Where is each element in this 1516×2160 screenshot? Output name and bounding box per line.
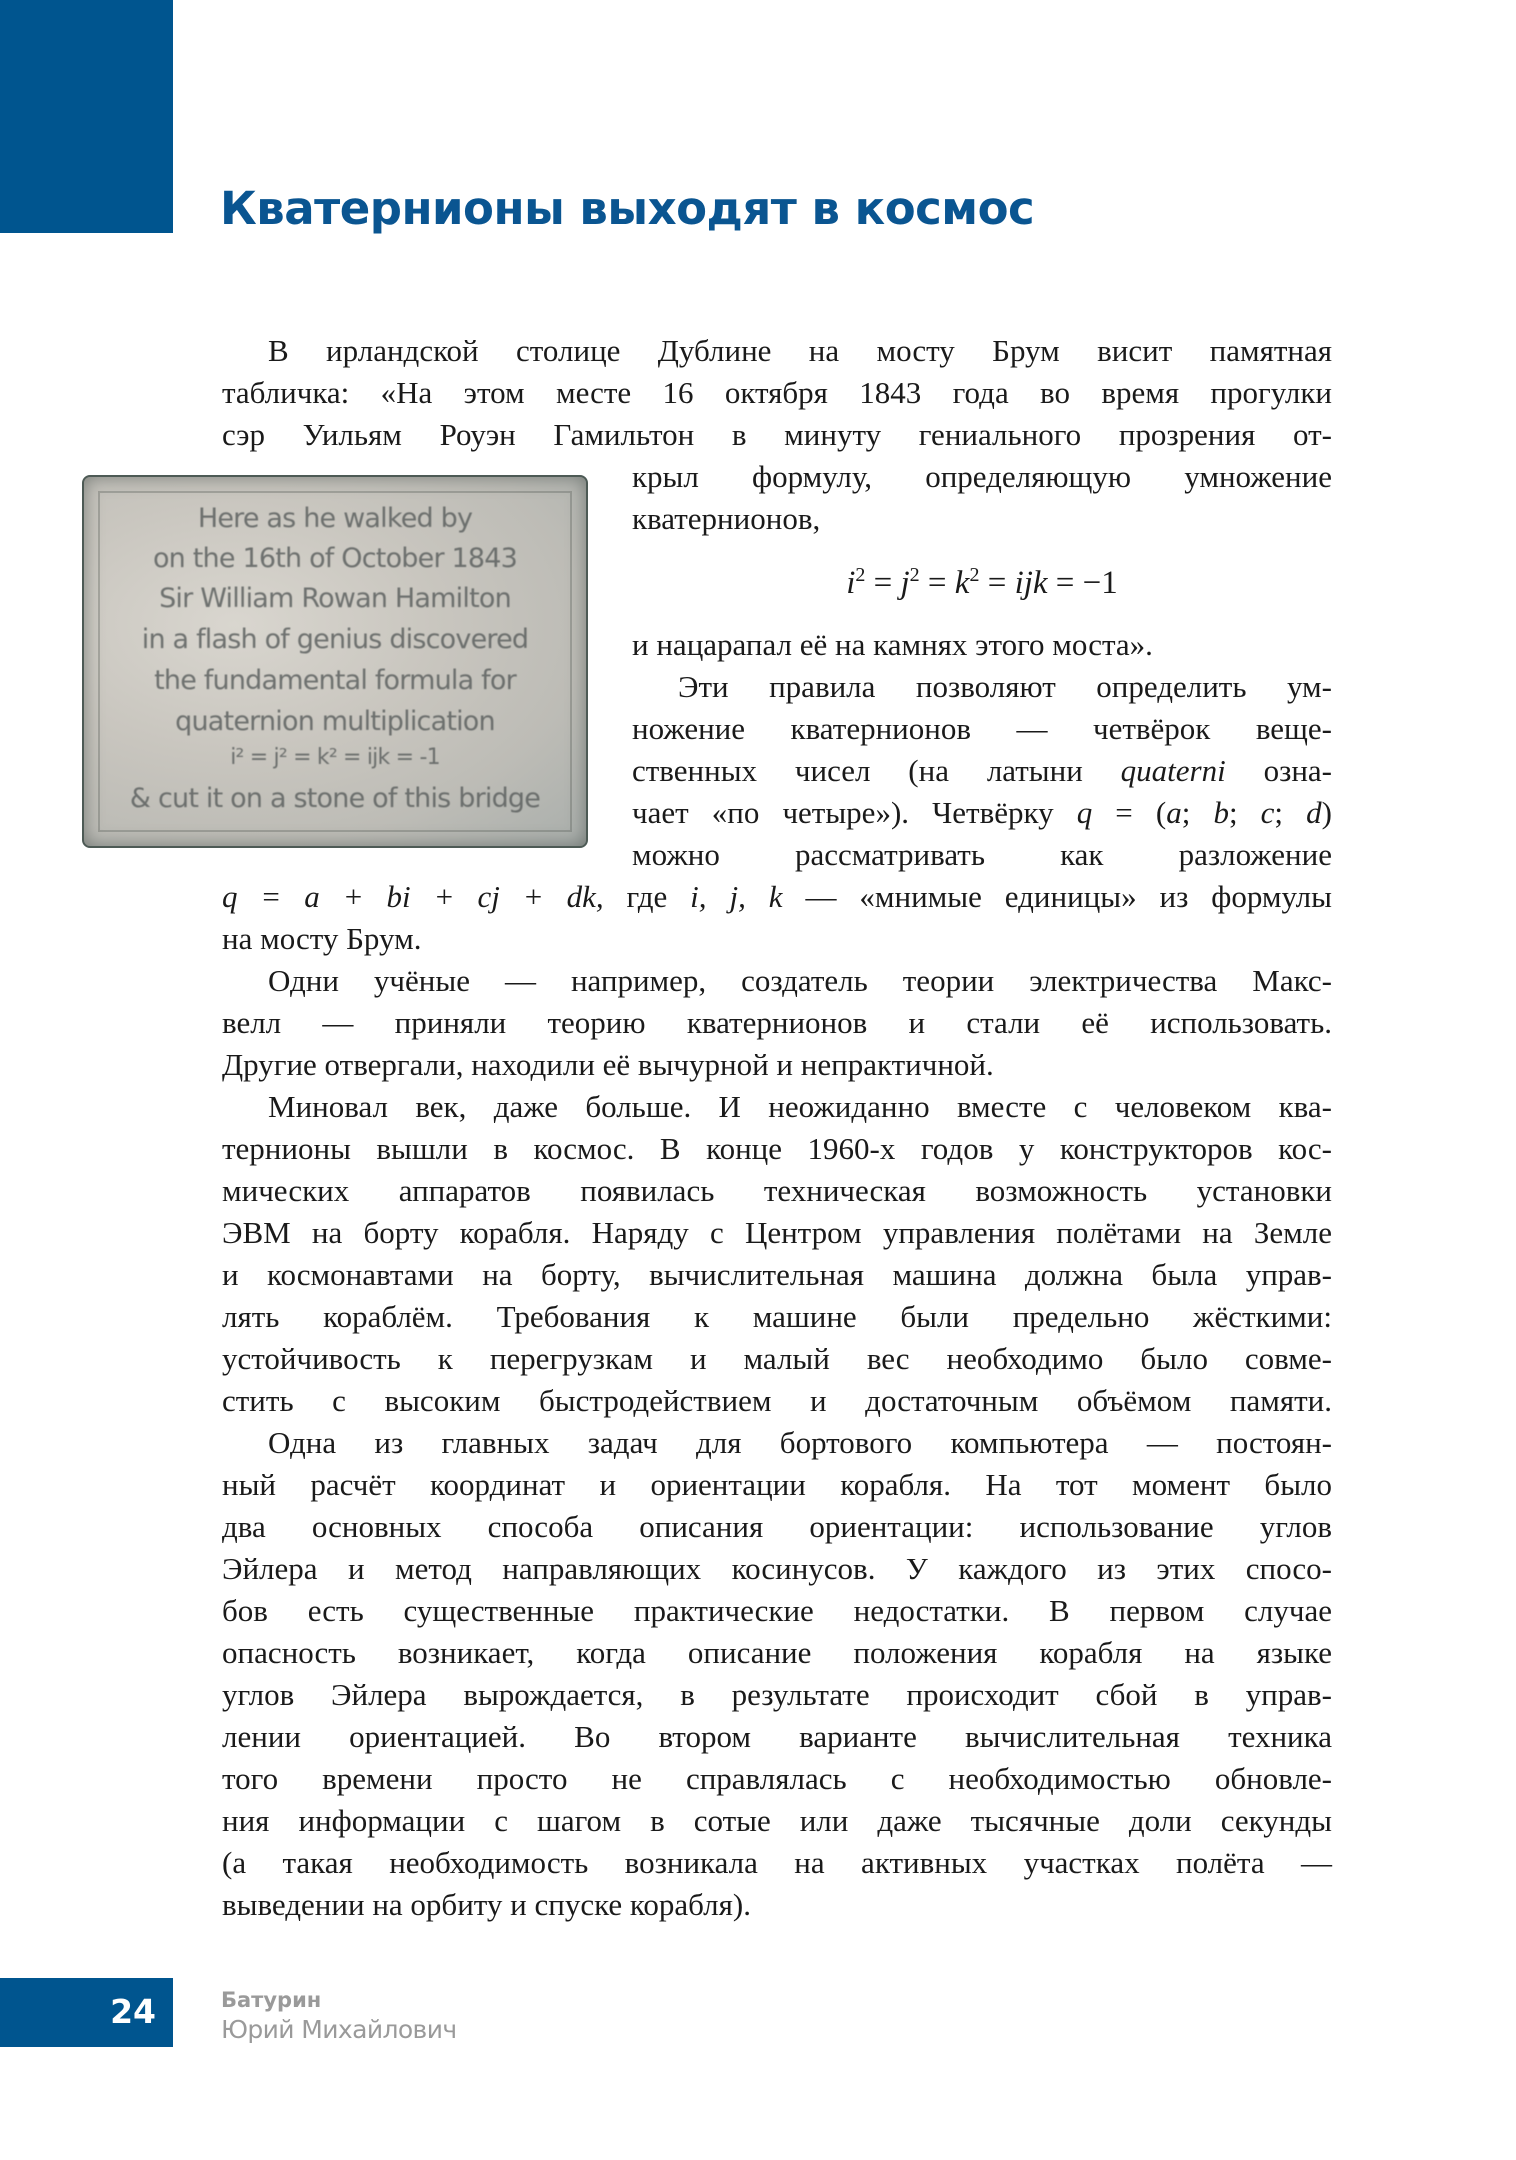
text-line: Другие отвергали, находили её вычурной и непрактичной. bbox=[222, 1047, 994, 1082]
text-line: того времени просто не справлялась с необходимостью обновле- bbox=[222, 1761, 1332, 1796]
plaque-line: & cut it on a stone of this bridge bbox=[129, 783, 541, 814]
text-line: табличка: «На этом месте 16 октября 1843 года во время прогулки bbox=[222, 375, 1332, 410]
text-line: ния информации с шагом в сотые или даже тысячные доли секунды bbox=[222, 1803, 1332, 1838]
plaque-line: Sir William Rowan Hamilton bbox=[159, 583, 511, 614]
formula-eq: = bbox=[865, 565, 901, 601]
formula-rhs: −1 bbox=[1082, 565, 1118, 601]
math-var: a bbox=[1166, 795, 1182, 830]
text-line: выведении на орбиту и спуске корабля). bbox=[222, 1887, 751, 1922]
page-number: 24 bbox=[110, 1992, 156, 2031]
hamilton-plaque-photo bbox=[82, 475, 588, 848]
text-run: ственных чисел (на латыни bbox=[632, 753, 1121, 788]
formula-exp: 2 bbox=[969, 564, 980, 586]
formula-eq: = bbox=[979, 565, 1015, 601]
math-var: b bbox=[1213, 795, 1229, 830]
text-line: на мосту Брум. bbox=[222, 921, 422, 956]
formula-k: k bbox=[954, 565, 970, 601]
author-first-names: Юрий Михайлович bbox=[221, 2015, 457, 2044]
text-line: Эти правила позволяют определить ум- bbox=[678, 669, 1332, 704]
text-line: лять кораблём. Требования к машине были предельно жёсткими: bbox=[222, 1299, 1332, 1334]
text-line: Эйлера и метод направляющих косинусов. У каждого из этих спосо- bbox=[222, 1551, 1332, 1586]
quaternion-formula bbox=[632, 562, 1332, 604]
math-var: q bbox=[1076, 795, 1093, 830]
formula-j: j bbox=[900, 565, 910, 601]
plaque-line: in a flash of genius discovered bbox=[141, 624, 529, 655]
page-number-box bbox=[0, 1978, 173, 2047]
text-line: В ирландской столице Дублине на мосту Брум висит памятная bbox=[268, 333, 1332, 368]
text-run: ; bbox=[1228, 795, 1261, 830]
text-run: ; bbox=[1274, 795, 1307, 830]
text-line: мических аппаратов появилась техническая возможность установки bbox=[222, 1173, 1332, 1208]
latin-term: quaterni bbox=[1120, 753, 1226, 788]
plaque-line: quaternion multiplication bbox=[175, 706, 495, 737]
math-expression: q = a + bi + cj + dk, bbox=[222, 879, 604, 914]
plaque-line: the fundamental formula for bbox=[154, 665, 516, 696]
text-line: крыл формулу, определяющую умножение bbox=[632, 459, 1332, 494]
page-title: Кватернионы выходят в космос bbox=[220, 182, 1035, 235]
text-line: устойчивость к перегрузкам и малый вес необходимо было совме- bbox=[222, 1341, 1332, 1376]
text-run: ) bbox=[1321, 795, 1332, 830]
formula-exp: 2 bbox=[855, 564, 866, 586]
plaque-line: on the 16th of October 1843 bbox=[152, 543, 518, 574]
text-run: где bbox=[603, 879, 691, 914]
text-line: два основных способа описания ориентации: использование углов bbox=[222, 1509, 1332, 1544]
text-line: Одна из главных задач для бортового компьютера — постоян- bbox=[268, 1425, 1332, 1460]
formula-ijk: ijk bbox=[1014, 565, 1048, 601]
text-line: тернионы вышли в космос. В конце 1960-х годов у конструкторов кос- bbox=[222, 1131, 1332, 1166]
text-run: = ( bbox=[1092, 795, 1167, 830]
text-line: стить с высоким быстродействием и достаточным объёмом памяти. bbox=[222, 1383, 1332, 1418]
text-line: можно рассматривать как разложение bbox=[632, 837, 1332, 872]
math-expression: i, j, k bbox=[690, 879, 783, 914]
text-line: бов есть существенные практические недостатки. В первом случае bbox=[222, 1593, 1332, 1628]
text-line bbox=[632, 750, 1332, 792]
math-var: c bbox=[1260, 795, 1275, 830]
text-line: Одни учёные — например, создатель теории электричества Макс- bbox=[268, 963, 1332, 998]
text-line: углов Эйлера вырождается, в результате происходит сбой в управ- bbox=[222, 1677, 1332, 1712]
text-run: озна- bbox=[1225, 753, 1332, 788]
text-line: Миновал век, даже больше. И неожиданно вместе с человеком ква- bbox=[268, 1089, 1332, 1124]
text-run: — «мнимые единицы» из формулы bbox=[782, 879, 1332, 914]
plaque-line: i² = j² = k² = ijk = -1 bbox=[230, 745, 440, 770]
formula-eq: = bbox=[1047, 565, 1083, 601]
text-line: и нацарапал её на камнях этого моста». bbox=[632, 627, 1153, 662]
text-line bbox=[222, 876, 1332, 918]
text-line: ножение кватернионов — четвёрок веще- bbox=[632, 711, 1332, 746]
text-line bbox=[632, 792, 1332, 834]
text-line: велл — приняли теорию кватернионов и стали её использовать. bbox=[222, 1005, 1332, 1040]
text-line: (а такая необходимость возникала на активных участках полёта — bbox=[222, 1845, 1332, 1880]
formula-i: i bbox=[846, 565, 856, 601]
text-line: опасность возникает, когда описание положения корабля на языке bbox=[222, 1635, 1332, 1670]
text-line: ЭВМ на борту корабля. Наряду с Центром управления полётами на Земле bbox=[222, 1215, 1332, 1250]
text-line: лении ориентацией. Во втором варианте вычислительная техника bbox=[222, 1719, 1332, 1754]
text-line: кватернионов, bbox=[632, 501, 821, 536]
formula-eq: = bbox=[919, 565, 955, 601]
header-accent-bar bbox=[0, 0, 173, 233]
text-run: чает «по четыре»). Четвёрку bbox=[632, 795, 1077, 830]
text-line: сэр Уильям Роуэн Гамильтон в минуту гениального прозрения от- bbox=[222, 417, 1332, 452]
text-run: ; bbox=[1181, 795, 1214, 830]
math-var: d bbox=[1306, 795, 1322, 830]
text-line: и космонавтами на борту, вычислительная машина должна была управ- bbox=[222, 1257, 1332, 1292]
plaque-line: Here as he walked by bbox=[197, 503, 473, 534]
text-line: ный расчёт координат и ориентации корабля. На тот момент было bbox=[222, 1467, 1332, 1502]
author-last-name: Батурин bbox=[221, 1988, 322, 2012]
formula-exp: 2 bbox=[909, 564, 920, 586]
